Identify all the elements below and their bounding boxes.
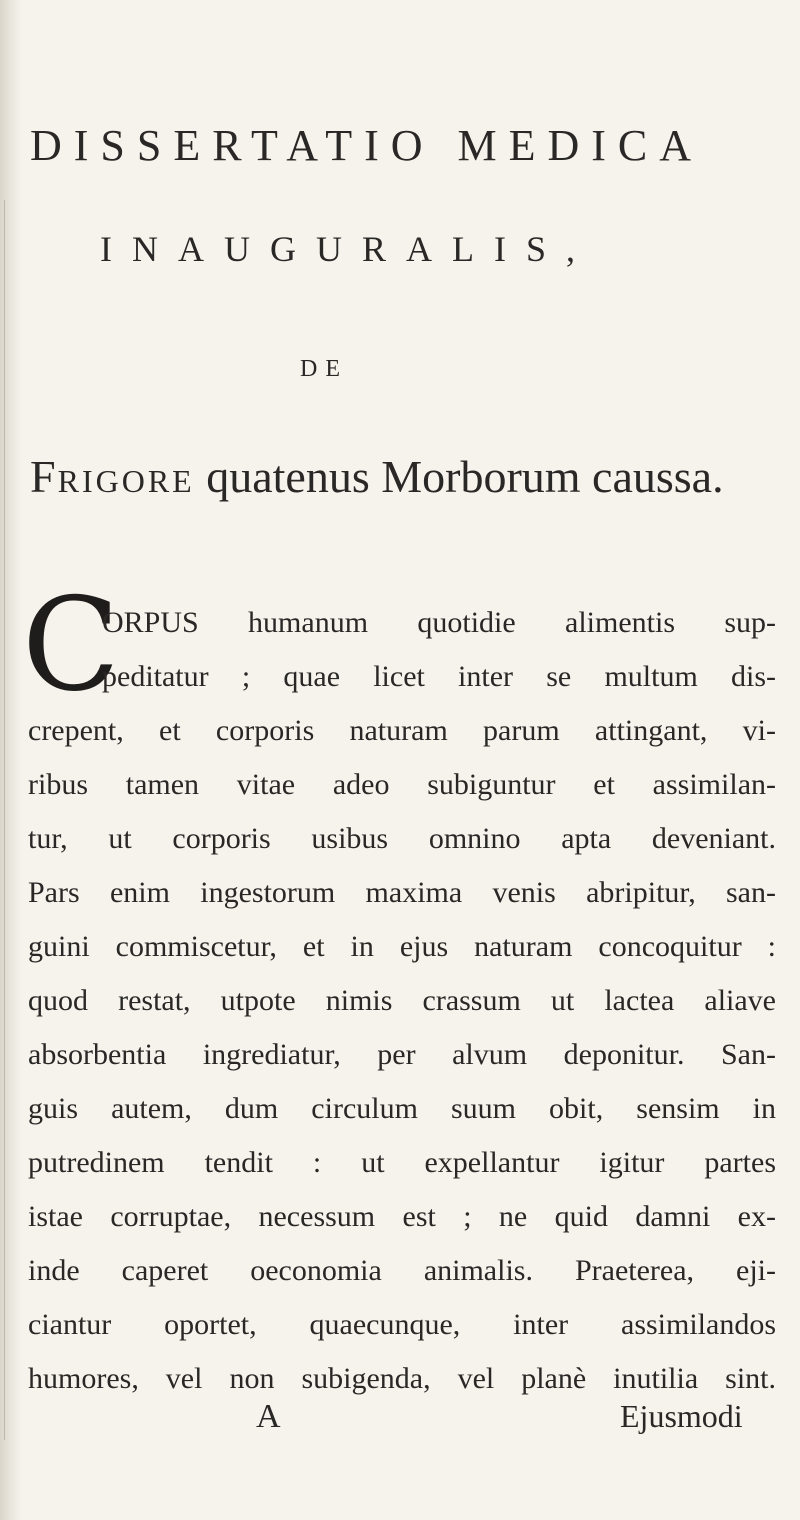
body-line: istae corruptae, necessum est ; ne quid damni ex- — [28, 1200, 776, 1233]
subtitle-lead-cap: F — [30, 451, 58, 502]
title-de: DE — [300, 356, 348, 382]
body-line: ciantur oportet, quaecunque, inter assimilandos — [28, 1308, 776, 1341]
body-line: Pars enim ingestorum maxima venis abripitur, san- — [28, 876, 776, 909]
body-line: tur, ut corporis usibus omnino apta deveniant. — [28, 822, 776, 855]
body-line: ribus tamen vitae adeo subiguntur et assimilan- — [28, 768, 776, 801]
body-line: guini commiscetur, et in ejus naturam concoquitur : — [28, 930, 776, 963]
signature-mark: A — [256, 1398, 281, 1435]
body-line: absorbentia ingrediatur, per alvum deponitur. San- — [28, 1038, 776, 1071]
body-line: putredinem tendit : ut expellantur igitur partes — [28, 1146, 776, 1179]
subtitle-rest: quatenus Morborum caussa. — [194, 451, 724, 502]
subtitle-frigore — [30, 450, 790, 503]
body-line: guis autem, dum circulum suum obit, sensim in — [28, 1092, 776, 1125]
title-dissertatio-medica: DISSERTATIO MEDICA — [30, 121, 704, 170]
body-line: peditatur ; quae licet inter se multum dis- — [102, 660, 776, 693]
body-line: crepent, et corporis naturam parum attingant, vi- — [28, 714, 776, 747]
body-line: humores, vel non subigenda, vel planè inutilia sint. — [28, 1362, 776, 1395]
catchword: Ejusmodi — [620, 1398, 743, 1434]
drop-cap-letter: C — [22, 571, 120, 720]
body-line: ORPUS humanum quotidie alimentis sup- — [102, 606, 776, 639]
subtitle-lead-smallcaps: RIGORE — [57, 463, 195, 499]
page-gutter-line — [4, 200, 5, 1440]
body-line: quod restat, utpote nimis crassum ut lactea aliave — [28, 984, 776, 1017]
body-line: inde caperet oeconomia animalis. Praeterea, eji- — [28, 1254, 776, 1287]
title-inauguralis: INAUGURALIS, — [100, 229, 595, 269]
body-paragraph — [28, 596, 776, 1406]
